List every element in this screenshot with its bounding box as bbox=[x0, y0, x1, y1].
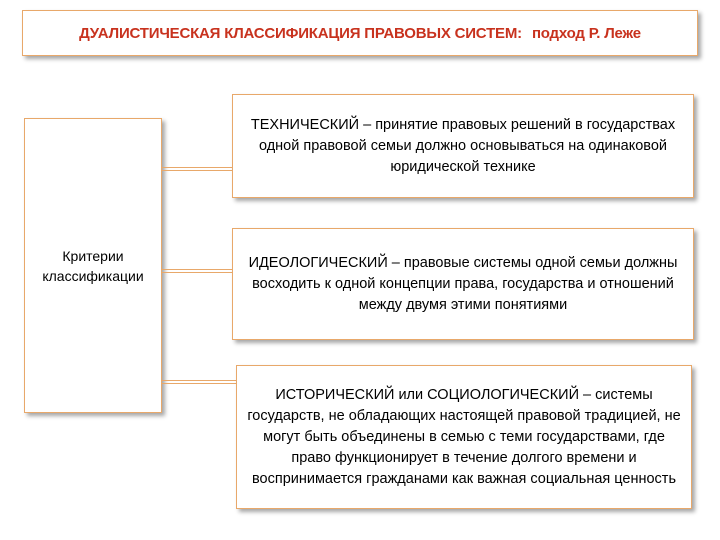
criterion-ideological-box bbox=[232, 228, 694, 340]
criteria-label: Критерии классификации bbox=[42, 247, 144, 284]
criterion-technical-text: ТЕХНИЧЕСКИЙ – принятие правовых решений в государствах одной правовой семьи должно основываться на одинаковой юридической технике bbox=[250, 116, 676, 175]
connector-technical bbox=[162, 167, 232, 171]
criterion-historical-box bbox=[236, 365, 692, 509]
connector-historical bbox=[162, 380, 236, 384]
criterion-technical-box bbox=[232, 94, 694, 198]
criterion-historical-text: ИСТОРИЧЕСКИЙ или СОЦИОЛОГИЧЕСКИЙ – системы государств, не обладающих настоящей правовой традицией, не могут быть объединены в семью с теми государствами, где право функционирует в течение долгого времени и воспринимается гражданами как важная социальная ценность bbox=[247, 386, 681, 487]
diagram-title bbox=[79, 25, 641, 42]
title-author: подход Р. Леже bbox=[531, 24, 641, 42]
title-box bbox=[22, 10, 698, 56]
criteria-box bbox=[24, 118, 162, 413]
connector-ideological bbox=[162, 269, 232, 273]
title-main: ДУАЛИСТИЧЕСКАЯ КЛАССИФИКАЦИЯ ПРАВОВЫХ СИСТЕМ: bbox=[79, 24, 522, 42]
criterion-ideological-text: ИДЕОЛОГИЧЕСКИЙ – правовые системы одной семьи должны восходить к одной концепции права, государства и отношений между двумя этими понятиями bbox=[248, 254, 678, 313]
